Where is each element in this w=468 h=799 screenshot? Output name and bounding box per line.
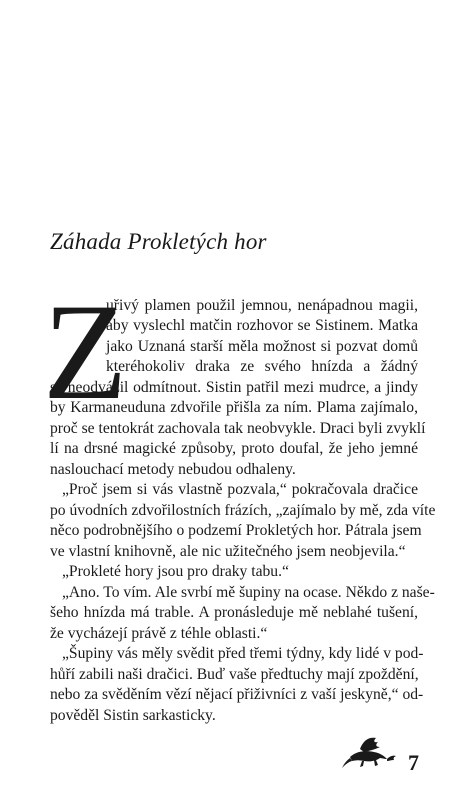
text-line: pověděl Sistin sarkasticky. [50,707,216,724]
text-line: hůří zabili naši dračici. Buď vaše předtuchy mají zpoždění, [50,666,419,683]
text-line: proč se tentokrát zachovala tak neobvykle. Draci byli zvyklí [50,420,426,437]
text-line: „Proč jsem si vás vlastně pozvala,“ pokračovala dračice [62,481,418,498]
text-line: lí na drsné magické způsoby, proto doufal, že jeho jemné [50,440,418,457]
text-line: kteréhokoliv draka ze svého hnízda a žádný [106,358,418,375]
text-line: že vycházejí právě z téhle oblasti.“ [50,625,268,642]
chapter-title: Záhada Prokletých hor [50,229,267,254]
text-line: ve vlastní knihovně, ale nic užitečného jsem neobjevila.“ [50,543,406,560]
dragon-icon [340,735,398,771]
text-line: nebo za svěděním vězí nějací přiživníci z vaší jeskyně,“ od- [50,686,424,703]
text-line: by Karmaneuduna zdvořile přišla za ním. Plama zajímalo, [50,399,418,416]
text-line: aby vyslechl matčin rozhovor se Sistinem. Matka [106,317,418,334]
text-line: po úvodních zdvořilostních frázích, „zajímalo by mě, zda víte [50,502,436,519]
page-number: 7 [408,750,419,775]
text-line: něco podrobnějšího o podzemí Prokletých hor. Pátrala jsem [50,522,422,539]
text-line: „Šupiny vás měly svědit před třemi týdny, kdy lidé v pod- [62,645,424,662]
text-line: uřivý plamen použil jemnou, nenápadnou magii, [106,297,418,314]
text-line: jako Uznaná starší měla možnost si pozvat domů [106,338,418,355]
drop-cap: Z [43,275,128,428]
text-line: naslouchací metody nebudou odhaleny. [50,461,296,478]
text-line: šeho hnízda má trable. A pronásleduje mě neblahé tušení, [50,604,418,621]
text-line: „Prokleté hory jsou pro draky tabu.“ [62,563,289,580]
text-line: „Ano. To vím. Ale svrbí mě šupiny na ocase. Někdo z naše- [62,584,435,601]
text-line: se neodvážil odmítnout. Sistin patřil mezi mudrce, a jindy [50,379,418,396]
